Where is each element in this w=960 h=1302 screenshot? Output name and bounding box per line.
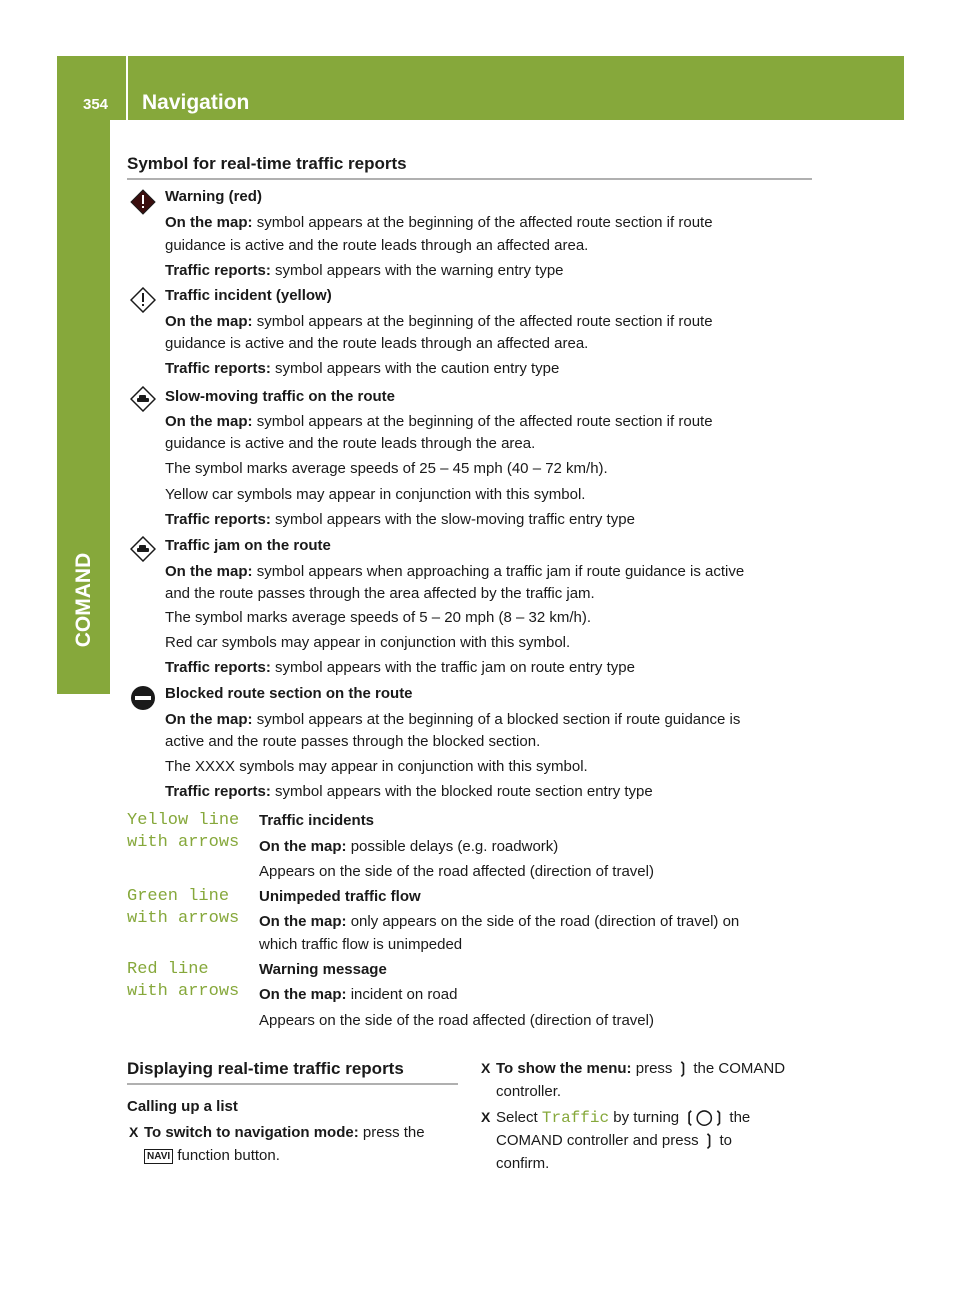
- slow-moving-traffic-diamond-icon: [130, 386, 156, 412]
- controller-press-icon: ❳: [676, 1060, 690, 1077]
- entry-extra-line: Yellow car symbols may appear in conjunction with this symbol.: [165, 486, 586, 503]
- controller-press-icon: ❳: [702, 1132, 716, 1149]
- entry-heading: Warning (red): [165, 188, 262, 205]
- page-number: 354: [83, 96, 109, 113]
- term-with-arrows: with arrows: [127, 982, 240, 1001]
- entry-map-line: On the map: symbol appears at the beginning of a blocked section if route guidance is: [165, 711, 741, 728]
- section-title: Symbol for real-time traffic reports: [127, 154, 407, 173]
- term-with-arrows: with arrows: [127, 833, 240, 852]
- term-green-line: Green line: [127, 887, 230, 906]
- entry-map-line: On the map: symbol appears at the beginning of the affected route section if route: [165, 214, 713, 231]
- step-text: COMAND controller and press ❳ to: [496, 1132, 733, 1149]
- line-map-text: On the map: only appears on the side of the road (direction of travel) on: [259, 913, 740, 930]
- term-with-arrows: with arrows: [127, 909, 240, 928]
- traffic-jam-diamond-icon: [130, 536, 156, 562]
- term-red-line: Red line: [127, 960, 209, 979]
- blocked-route-circle-icon: [130, 685, 156, 711]
- entry-extra-line: The symbol marks average speeds of 25 – 45 mph (40 – 72 km/h).: [165, 460, 608, 477]
- entry-map-line: On the map: symbol appears at the beginning of the affected route section if route: [165, 313, 713, 330]
- entry-map-line: guidance is active and the route leads through the area.: [165, 435, 536, 452]
- header-divider: [126, 56, 128, 120]
- line-extra-text: Appears on the side of the road affected (direction of travel): [259, 1012, 654, 1029]
- side-tab-label: COMAND: [71, 552, 95, 648]
- entry-extra-line: Red car symbols may appear in conjunction with this symbol.: [165, 634, 571, 651]
- entry-map-line: and the route passes through the area affected by the traffic jam.: [165, 585, 595, 602]
- traffic-incident-yellow-diamond-icon: [130, 287, 156, 313]
- section-divider: [127, 178, 812, 180]
- controller-turn-icon: ❲◯❳: [683, 1109, 726, 1126]
- line-map-text: On the map: possible delays (e.g. roadwork): [259, 838, 559, 855]
- section2-title: Displaying real-time traffic reports: [127, 1059, 404, 1078]
- entry-map-line: On the map: symbol appears when approaching a traffic jam if route guidance is active: [165, 563, 745, 580]
- entry-heading: Traffic jam on the route: [165, 537, 331, 554]
- entry-extra-line: The symbol marks average speeds of 5 – 20 mph (8 – 32 km/h).: [165, 609, 592, 626]
- step-text: NAVI function button.: [144, 1146, 280, 1166]
- entry-heading: Slow-moving traffic on the route: [165, 388, 396, 405]
- line-extra-text: Appears on the side of the road affected (direction of travel): [259, 863, 654, 880]
- line-heading: Warning message: [259, 961, 387, 978]
- entry-extra-line: The XXXX symbols may appear in conjunction with this symbol.: [165, 758, 588, 775]
- section2-divider: [127, 1083, 458, 1085]
- line-extra-text: which traffic flow is unimpeded: [259, 936, 463, 953]
- entry-reports-line: Traffic reports: symbol appears with the blocked route section entry type: [165, 783, 653, 800]
- side-tab-label-wrap: [57, 540, 110, 660]
- page-title: Navigation: [142, 91, 250, 114]
- line-heading: Traffic incidents: [259, 812, 375, 829]
- entry-reports-line: Traffic reports: symbol appears with the slow-moving traffic entry type: [165, 511, 635, 528]
- entry-map-line: On the map: symbol appears at the beginning of the affected route section if route: [165, 413, 713, 430]
- entry-heading: Traffic incident (yellow): [165, 287, 332, 304]
- entry-reports-line: Traffic reports: symbol appears with the caution entry type: [165, 360, 560, 377]
- bullet-icon: X: [129, 1124, 139, 1140]
- step-text: confirm.: [496, 1155, 550, 1172]
- section2-subtitle: Calling up a list: [127, 1098, 238, 1115]
- step-text: To switch to navigation mode: press the: [144, 1124, 425, 1141]
- entry-reports-line: Traffic reports: symbol appears with the warning entry type: [165, 262, 564, 279]
- bullet-icon: X: [481, 1109, 491, 1125]
- entry-map-line: guidance is active and the route leads through an affected area.: [165, 237, 589, 254]
- menu-item-traffic: Traffic: [541, 1109, 610, 1127]
- entry-map-line: guidance is active and the route leads through an affected area.: [165, 335, 589, 352]
- entry-heading: Blocked route section on the route: [165, 685, 413, 702]
- step-text: To show the menu: press ❳ the COMAND: [496, 1060, 786, 1077]
- line-map-text: On the map: incident on road: [259, 986, 458, 1003]
- navi-key-icon: NAVI: [144, 1149, 173, 1164]
- term-yellow-line: Yellow line: [127, 811, 240, 830]
- entry-map-line: active and the route passes through the blocked section.: [165, 733, 541, 750]
- bullet-icon: X: [481, 1060, 491, 1076]
- step-text: Select Traffic by turning ❲◯❳ the: [496, 1109, 751, 1127]
- step-text: controller.: [496, 1083, 562, 1100]
- entry-reports-line: Traffic reports: symbol appears with the traffic jam on route entry type: [165, 659, 635, 676]
- warning-red-diamond-icon: [130, 189, 156, 215]
- line-heading: Unimpeded traffic flow: [259, 888, 421, 905]
